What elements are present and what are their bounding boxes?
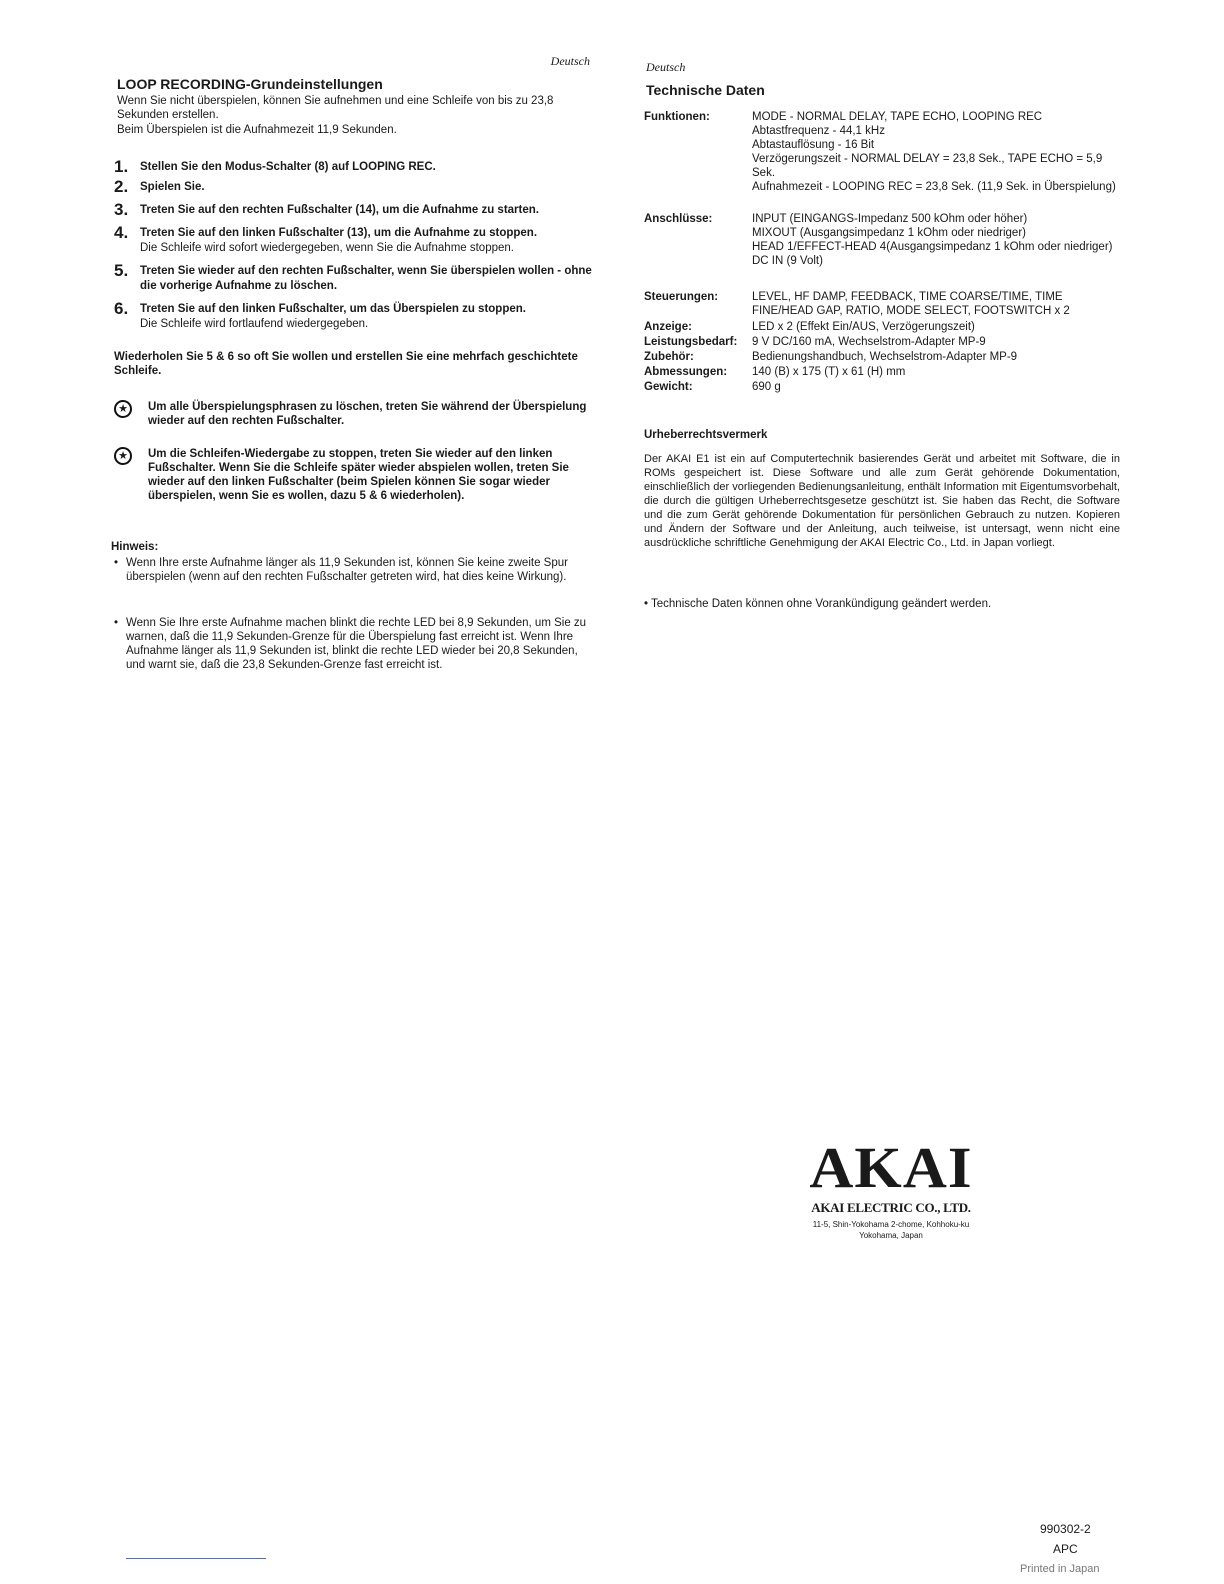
- step-text: Spielen Sie.: [140, 181, 205, 193]
- step-number: 1.: [114, 157, 129, 176]
- spec-row-accessories: [644, 350, 1124, 364]
- step-text: Stellen Sie den Modus-Schalter (8) auf LOOPING REC.: [140, 161, 436, 173]
- step-number: 2.: [114, 177, 129, 196]
- spec-line: Verzögerungszeit - NORMAL DELAY = 23,8 Sek., TAPE ECHO = 5,9 Sek.: [752, 153, 1103, 179]
- step-text: Treten Sie auf den rechten Fußschalter (14), um die Aufnahme zu starten.: [140, 204, 539, 216]
- step-note: Die Schleife wird fortlaufend wiedergegeben.: [140, 318, 369, 330]
- change-note: • Technische Daten können ohne Vorankündigung geändert werden.: [644, 598, 992, 610]
- star-note-text: Um die Schleifen-Wiedergabe zu stoppen, treten Sie wieder auf den linken Fußschalter. Wenn Sie die Schleife später wieder abspielen wollen, treten Sie wieder auf den linken Fußschalter (beim Spielen können Sie sogar wieder überspielen, wenn Sie es wollen, dazu 5 & 6 wiederholen).: [148, 448, 569, 502]
- spec-line: Abtastfrequenz - 44,1 kHz: [752, 125, 885, 137]
- akai-logo-block: [776, 1135, 1006, 1240]
- hint-title: Hinweis:: [111, 541, 159, 553]
- step-4: [114, 223, 594, 256]
- step-text: Treten Sie auf den linken Fußschalter, um das Überspielen zu stoppen.: [140, 303, 526, 315]
- spec-line: HEAD 1/EFFECT-HEAD 4(Ausgangsimpedanz 1 kOhm oder niedriger): [752, 241, 1113, 253]
- document-code: 990302-2: [1040, 1522, 1091, 1536]
- spec-row-controls: [644, 290, 1124, 318]
- spec-line: DC IN (9 Volt): [752, 255, 823, 267]
- spec-row-power: [644, 335, 1124, 349]
- spec-label: Anschlüsse:: [644, 213, 713, 225]
- spec-value: [752, 110, 1124, 194]
- bottom-rule: [126, 1558, 266, 1559]
- hint-text: Wenn Sie Ihre erste Aufnahme machen blinkt die rechte LED bei 8,9 Sekunden, um Sie zu warnen, daß die 11,9 Sekunden-Grenze für die Überspielung fast erreicht ist. Wenn Ihre Aufnahme länger als 11,9 Sekunden ist, blinkt die rechte LED wieder bei 20,8 Sekunden, und warnt sie, daß die 23,8 Sekunden-Grenze fast erreicht ist.: [126, 617, 587, 671]
- repeat-instruction: Wiederholen Sie 5 & 6 so oft Sie wollen und erstellen Sie eine mehrfach geschichtete Schleife.: [114, 351, 578, 377]
- left-column: [111, 52, 592, 692]
- step-3: [114, 200, 594, 219]
- bullet-glyph: •: [114, 557, 119, 569]
- intro-overdub-time: Beim Überspielen ist die Aufnahmezeit 11,9 Sekunden.: [117, 124, 397, 136]
- language-label-right: Deutsch: [646, 60, 686, 74]
- language-label-left: Deutsch: [550, 54, 590, 68]
- spec-line: Abtastauflösung - 16 Bit: [752, 139, 875, 151]
- intro-paragraph: Wenn Sie nicht überspielen, können Sie aufnehmen und eine Schleife von bis zu 23,8 Sekunden erstellen.: [117, 95, 554, 121]
- step-text: Treten Sie wieder auf den rechten Fußschalter, wenn Sie überspielen wollen - ohne die vorherige Aufnahme zu löschen.: [140, 265, 592, 292]
- star-bullet-icon: ★: [114, 447, 132, 465]
- bullet-glyph: •: [114, 617, 119, 629]
- spec-label: Anzeige:: [644, 321, 692, 333]
- step-2: [114, 177, 594, 196]
- spec-row-functions: [644, 110, 1124, 194]
- star-note-1: [114, 400, 590, 428]
- step-number: 4.: [114, 223, 129, 242]
- step-note: Die Schleife wird sofort wiedergegeben, wenn Sie die Aufnahme stoppen.: [140, 242, 514, 254]
- spec-line: MIXOUT (Ausgangsimpedanz 1 kOhm oder niedriger): [752, 227, 1026, 239]
- spec-value: 140 (B) x 175 (T) x 61 (H) mm: [752, 366, 906, 378]
- spec-line: MODE - NORMAL DELAY, TAPE ECHO, LOOPING REC: [752, 111, 1043, 123]
- star-bullet-icon: ★: [114, 400, 132, 418]
- spec-value: 9 V DC/160 mA, Wechselstrom-Adapter MP-9: [752, 336, 986, 348]
- right-column: [644, 56, 1124, 616]
- spec-label: Gewicht:: [644, 381, 693, 393]
- step-number: 3.: [114, 200, 129, 219]
- spec-row-connectors: [644, 212, 1124, 268]
- hint-item-2: [114, 616, 590, 672]
- printed-in-label: Printed in Japan: [1020, 1563, 1100, 1575]
- spec-label: Funktionen:: [644, 111, 710, 123]
- copyright-text: Der AKAI E1 ist ein auf Computertechnik basierendes Gerät und arbeitet mit Software, die in ROMs gespeichert ist. Diese Software und alle zum Gerät gehörende Dokumentation, einschließlich der vorliegenden Bedienungsanleitung, enthält Information mit Eigentumsvorbehalt, die durch die gültigen Urheberrechtsgesetze geschützt ist. Sie haben das Recht, die Software und die zum Gerät gehörende Dokumentation für persönlichen Gebrauch zu nutzen. Kopieren und Ändern der Software und der Anleitung, auch teilweise, ist untersagt, wenn nicht eine ausdrückliche schriftliche Genehmigung der AKAI Electric Co., Ltd. in Japan vorliegt.: [644, 453, 1120, 549]
- spec-row-dimensions: [644, 365, 1124, 379]
- star-note-2: [114, 447, 590, 503]
- step-number: 5.: [114, 261, 129, 280]
- spec-line: INPUT (EINGANGS-Impedanz 500 kOhm oder höher): [752, 213, 1028, 225]
- spec-value: LED x 2 (Effekt Ein/AUS, Verzögerungszeit): [752, 321, 975, 333]
- company-name: AKAI ELECTRIC CO., LTD.: [811, 1200, 971, 1215]
- spec-value: LEVEL, HF DAMP, FEEDBACK, TIME COARSE/TIME, TIME FINE/HEAD GAP, RATIO, MODE SELECT, FOOTSWITCH x 2: [752, 291, 1070, 317]
- star-note-text: Um alle Überspielungsphrasen zu löschen, treten Sie während der Überspielung wieder auf den rechten Fußschalter.: [148, 401, 587, 427]
- step-number: 6.: [114, 299, 129, 318]
- spec-value: 690 g: [752, 381, 781, 393]
- spec-value: Bedienungshandbuch, Wechselstrom-Adapter MP-9: [752, 351, 1018, 363]
- section-title-specs: Technische Daten: [646, 82, 765, 98]
- step-6: [114, 299, 594, 332]
- company-address-line1: 11-5, Shin-Yokohama 2-chome, Kohhoku-ku: [812, 1220, 970, 1229]
- step-text: Treten Sie auf den linken Fußschalter (13), um die Aufnahme zu stoppen.: [140, 227, 538, 239]
- akai-brand-logo: AKAI: [809, 1135, 973, 1200]
- section-title-loop-recording: LOOP RECORDING-Grundeinstellungen: [117, 76, 383, 92]
- spec-row-weight: [644, 380, 1124, 394]
- step-1: [114, 157, 594, 176]
- spec-value: [752, 212, 1124, 268]
- company-address-line2: Yokohama, Japan: [859, 1231, 923, 1240]
- spec-label: Abmessungen:: [644, 366, 728, 378]
- spec-line: Aufnahmezeit - LOOPING REC = 23,8 Sek. (11,9 Sek. in Überspielung): [752, 181, 1116, 193]
- hint-item-1: [114, 556, 590, 584]
- apc-label: APC: [1053, 1542, 1078, 1556]
- spec-label: Leistungsbedarf:: [644, 336, 738, 348]
- copyright-title: Urheberrechtsvermerk: [644, 429, 768, 441]
- step-5: [114, 261, 594, 294]
- spec-label: Zubehör:: [644, 351, 694, 363]
- spec-label: Steuerungen:: [644, 291, 719, 303]
- hint-text: Wenn Ihre erste Aufnahme länger als 11,9 Sekunden ist, können Sie keine zweite Spur überspielen (wenn auf den rechten Fußschalter getreten wird, hat dies keine Wirkung).: [126, 557, 568, 583]
- spec-row-display: [644, 320, 1124, 334]
